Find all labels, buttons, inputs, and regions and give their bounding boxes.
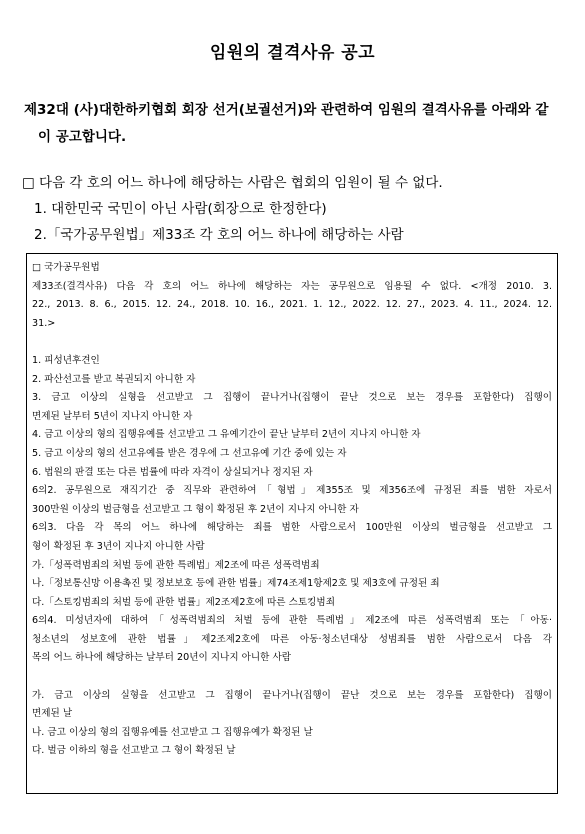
law-line: 3. 금고 이상의 실형을 선고받고 그 집행이 끝나거나(집행이 끝난 것으로 보는 경우를 포함한다) 집행이 bbox=[32, 392, 552, 404]
announcement-intro bbox=[24, 97, 564, 151]
law-line: 1. 피성년후견인 bbox=[32, 354, 100, 366]
law-line: 5. 금고 이상의 형의 선고유예를 받은 경우에 그 선고유예 기간 중에 있는 자 bbox=[32, 447, 347, 459]
page-title: 임원의 결격사유 공고 bbox=[209, 43, 376, 63]
law-line: 6. 법원의 판결 또는 다른 법률에 따라 자격이 상실되거나 정지된 자 bbox=[32, 466, 313, 478]
law-line: 면제된 날부터 5년이 지나지 아니한 자 bbox=[32, 410, 193, 422]
law-line: 청소년의 성보호에 관한 법률」제2조제2호에 따른 아동·청소년대상 성범죄를 범한 사람으로서 다음 각 bbox=[32, 633, 552, 645]
conditions-header: □ 다음 각 호의 어느 하나에 해당하는 사람은 협회의 임원이 될 수 없다. bbox=[22, 175, 443, 191]
condition-item-1: 1. 대한민국 국민이 아닌 사람(회장으로 한정한다) bbox=[34, 201, 327, 217]
condition-item-2: 2.「국가공무원법」제33조 각 호의 어느 하나에 해당하는 사람 bbox=[34, 227, 404, 243]
law-line: 31.> bbox=[32, 317, 56, 329]
law-line: 6의3. 다음 각 목의 어느 하나에 해당하는 죄를 범한 사람으로서 100만원 이상의 벌금형을 선고받고 그 bbox=[32, 522, 552, 534]
law-line: 2. 파산선고를 받고 복권되지 아니한 자 bbox=[32, 373, 196, 385]
law-line: 나.「정보통신망 이용촉진 및 정보보호 등에 관한 법률」제74조제1항제2호 및 제3호에 규정된 죄 bbox=[32, 578, 440, 590]
disqualification-conditions bbox=[22, 170, 567, 248]
law-blank-line bbox=[32, 668, 552, 687]
law-line: 가. 금고 이상의 실형을 선고받고 그 집행이 끝나거나(집행이 끝난 것으로 보는 경우를 포함한다) 집행이 bbox=[32, 689, 552, 701]
law-line: 제33조(결격사유) 다음 각 호의 어느 하나에 해당하는 자는 공무원으로 임용될 수 없다. <개정 2010. 3. bbox=[32, 280, 552, 292]
law-line: 다.「스토킹범죄의 처벌 등에 관한 법률」제2조제2호에 따른 스토킹범죄 bbox=[32, 596, 335, 608]
law-box-header: □ 국가공무원법 bbox=[32, 262, 100, 273]
law-excerpt-box bbox=[26, 253, 558, 794]
law-line: 면제된 날 bbox=[32, 708, 73, 720]
law-line: 목의 어느 하나에 해당하는 날부터 20년이 지나지 아니한 사람 bbox=[32, 652, 292, 664]
law-line: 다. 벌금 이하의 형을 선고받고 그 형이 확정된 날 bbox=[32, 745, 236, 757]
law-line: 형이 확정된 후 3년이 지나지 아니한 사람 bbox=[32, 540, 205, 552]
law-line: 22., 2013. 8. 6., 2015. 12. 24., 2018. 10. 16., 2021. 1. 12., 2022. 12. 27., 2023. 4. 11., 2024. 12. bbox=[32, 299, 552, 311]
law-line: 나. 금고 이상의 형의 집행유예를 선고받고 그 집행유예가 확정된 날 bbox=[32, 726, 313, 738]
law-line: 300만원 이상의 벌금형을 선고받고 그 형이 확정된 후 2년이 지나지 아니한 자 bbox=[32, 503, 359, 515]
law-line: 6의2. 공무원으로 재직기간 중 직무와 관련하여「형법」제355조 및 제356조에 규정된 죄를 범한 자로서 bbox=[32, 485, 552, 497]
law-line: 4. 금고 이상의 형의 집행유예를 선고받고 그 유예기간이 끝난 날부터 2년이 지나지 아니한 자 bbox=[32, 429, 421, 441]
law-line: 가.「성폭력범죄의 처벌 등에 관한 특례법」제2조에 따른 성폭력범죄 bbox=[32, 559, 320, 571]
law-blank-line bbox=[32, 333, 552, 352]
intro-line-1: 제32대 (사)대한하키협회 회장 선거(보궐선거)와 관련하여 임원의 결격사유를 아래와 같 bbox=[24, 102, 549, 118]
law-line: 6의4. 미성년자에 대하여「성폭력범죄의 처벌 등에 관한 특례법」제2조에 따른 성폭력범죄 또는「아동· bbox=[32, 615, 552, 627]
intro-line-2: 이 공고합니다. bbox=[38, 129, 127, 145]
